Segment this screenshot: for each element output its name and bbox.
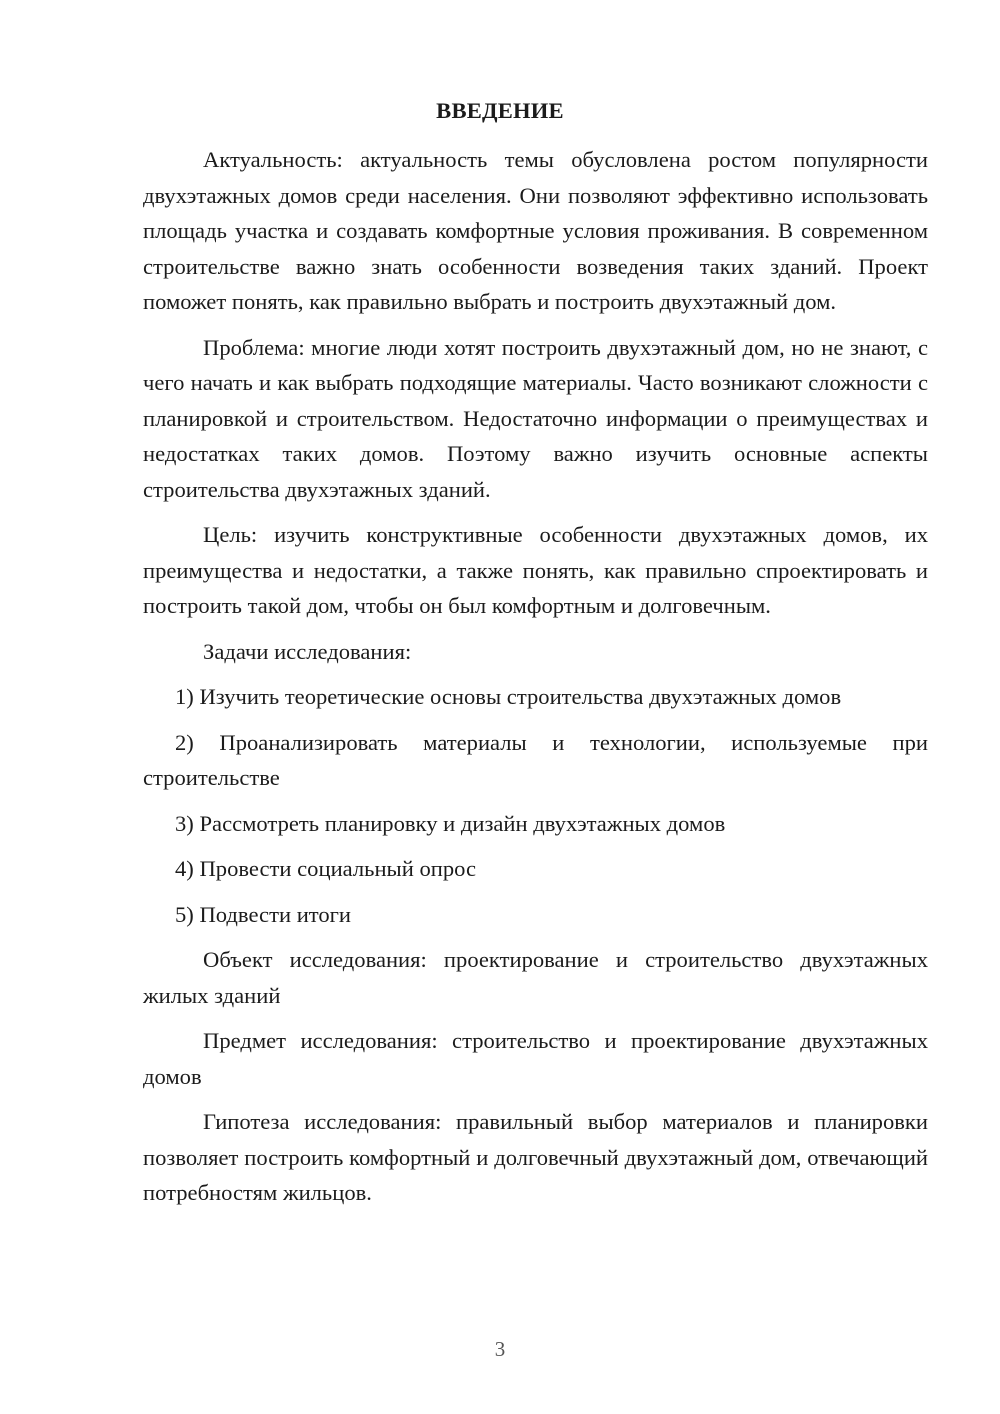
paragraph-goal: Цель: изучить конструктивные особенности двухэтажных домов, их преимущества и недостатки, а также понять, как правильно спроектировать и построить такой дом, чтобы он был комфортным и долговечным. xyxy=(143,522,928,618)
task-item-5: 5) Подвести итоги xyxy=(175,901,352,927)
paragraph-tasks-heading: Задачи исследования: xyxy=(203,638,412,664)
paragraph-object: Объект исследования: проектирование и строительство двухэтажных жилых зданий xyxy=(143,947,928,1008)
task-item-3: 3) Рассмотреть планировку и дизайн двухэтажных домов xyxy=(175,810,726,836)
paragraph-subject: Предмет исследования: строительство и проектирование двухэтажных домов xyxy=(143,1028,928,1089)
paragraph-hypothesis: Гипотеза исследования: правильный выбор материалов и планировки позволяет построить комфортный и долговечный двухэтажный дом, отвечающий потребностям жильцов. xyxy=(143,1109,928,1205)
task-item-2: 2) Проанализировать материалы и технологии, используемые при строительстве xyxy=(143,729,928,790)
task-item-4: 4) Провести социальный опрос xyxy=(175,856,477,881)
task-item-1: 1) Изучить теоретические основы строительства двухэтажных домов xyxy=(175,684,842,709)
section-title: ВВЕДЕНИЕ xyxy=(436,98,564,123)
page-number: 3 xyxy=(494,1337,506,1361)
paragraph-relevance: Актуальность: актуальность темы обусловлена ростом популярности двухэтажных домов среди населения. Они позволяют эффективно использовать площадь участка и создавать комфортные условия проживания. В современном строительстве важно знать особенности возведения таких зданий. Проект поможет понять, как правильно выбрать и построить двухэтажный дом. xyxy=(143,147,928,314)
paragraph-problem: Проблема: многие люди хотят построить двухэтажный дом, но не знают, с чего начать и как выбрать подходящие материалы. Часто возникают сложности с планировкой и строительством. Недостаточно информации о преимуществах и недостатках таких домов. Поэтому важно изучить основные аспекты строительства двухэтажных зданий. xyxy=(143,334,928,502)
document-body xyxy=(143,142,928,1221)
